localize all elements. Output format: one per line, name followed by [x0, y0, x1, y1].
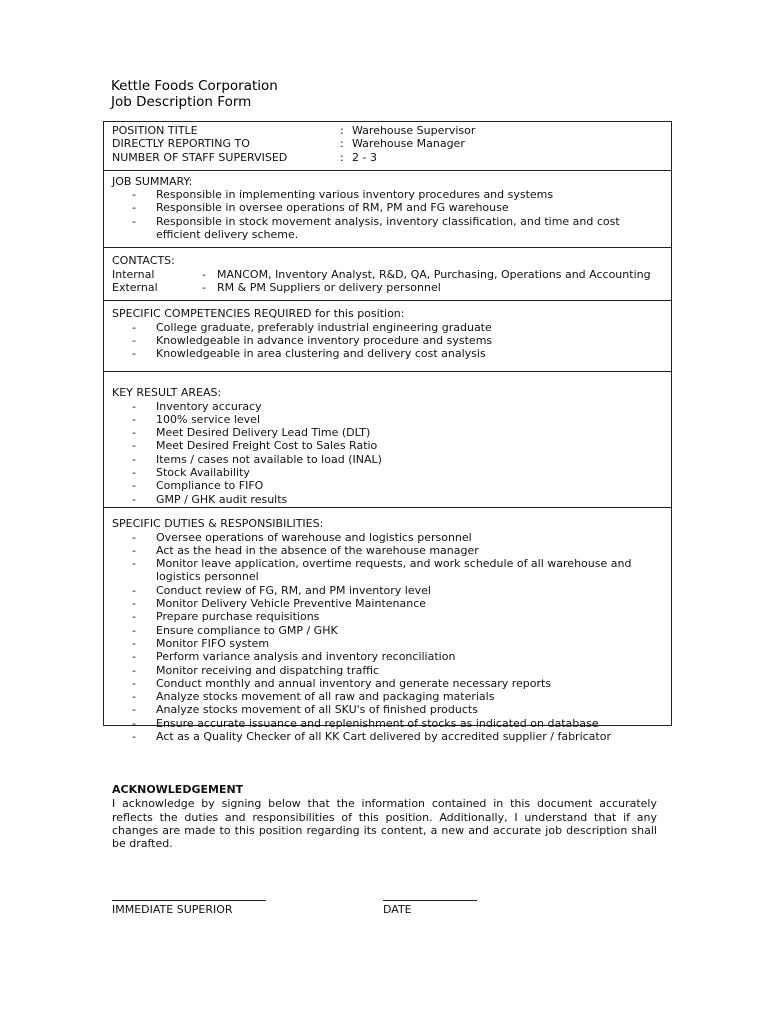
- list-item: - Inventory accuracy: [132, 399, 262, 413]
- list-item: - College graduate, preferably industrial engineering graduate: [132, 320, 492, 334]
- list-item: - Prepare purchase requisitions: [132, 610, 320, 624]
- job-summary-title: JOB SUMMARY:: [112, 174, 193, 188]
- acknowledgement-section: [112, 783, 657, 850]
- document-title: [111, 78, 278, 110]
- list-item: - 100% service level: [132, 412, 261, 426]
- key-result-areas-section: [104, 372, 671, 508]
- position-title-row: [112, 124, 663, 137]
- separator: :: [340, 150, 344, 164]
- superior-signature-label: IMMEDIATE SUPERIOR: [112, 903, 233, 916]
- staff-supervised-row: [112, 151, 663, 164]
- contact-text: RM & PM Suppliers or delivery personnel: [217, 280, 441, 294]
- list-item: - Responsible in oversee operations of RM, PM and FG warehouse: [132, 201, 509, 215]
- list-item: - Stock Availability: [132, 466, 250, 480]
- duties-title: SPECIFIC DUTIES & RESPONSIBILITIES:: [112, 517, 324, 531]
- position-info-section: [104, 122, 671, 171]
- reporting-to-value: Warehouse Manager: [352, 137, 465, 151]
- list-item: - Perform variance analysis and inventory reconciliation: [132, 650, 456, 664]
- company-name: Kettle Foods Corporation: [111, 78, 278, 94]
- separator: :: [340, 124, 344, 137]
- position-title-label: POSITION TITLE: [112, 124, 198, 137]
- form-title: Job Description Form: [111, 94, 252, 110]
- date-signature-line: [383, 900, 477, 901]
- list-item: - Meet Desired Freight Cost to Sales Ratio: [132, 439, 378, 453]
- staff-supervised-label: NUMBER OF STAFF SUPERVISED: [112, 150, 288, 164]
- duties-list: [112, 531, 663, 744]
- date-signature-label: DATE: [383, 903, 412, 916]
- list-item: - Act as the head in the absence of the warehouse manager: [132, 543, 479, 557]
- key-results-title: KEY RESULT AREAS:: [112, 386, 222, 400]
- list-item: - Monitor receiving and dispatching traffic: [132, 663, 380, 677]
- list-item: - Monitor FIFO system: [132, 636, 270, 650]
- list-item: - GMP / GHK audit results: [132, 492, 288, 506]
- contact-label: Internal: [112, 267, 155, 281]
- list-item: - Conduct monthly and annual inventory and generate necessary reports: [132, 676, 552, 690]
- list-item: - Monitor leave application, overtime requests, and work schedule of all warehouse and logistics personnel: [132, 557, 632, 584]
- competencies-list: [112, 321, 663, 361]
- list-item: - Monitor Delivery Vehicle Preventive Maintenance: [132, 597, 427, 611]
- competencies-title: SPECIFIC COMPETENCIES REQUIRED for this position:: [112, 307, 405, 321]
- job-description-form: [103, 121, 672, 744]
- job-summary-section: [104, 171, 671, 248]
- contact-internal: Internal - MANCOM, Inventory Analyst, R&D, QA, Purchasing, Operations and Accounting: [112, 268, 663, 281]
- staff-supervised-value: 2 - 3: [352, 150, 377, 164]
- contact-label: External: [112, 280, 158, 294]
- duties-section: [104, 508, 671, 744]
- competencies-section: [104, 301, 671, 372]
- list-item: - Meet Desired Delivery Lead Time (DLT): [132, 426, 371, 440]
- job-summary-list: [112, 188, 663, 241]
- contact-external: External - RM & PM Suppliers or delivery personnel: [112, 281, 663, 294]
- contact-text: MANCOM, Inventory Analyst, R&D, QA, Purchasing, Operations and Accounting: [217, 267, 651, 281]
- list-item: - Analyze stocks movement of all raw and packaging materials: [132, 690, 495, 704]
- acknowledgement-title: ACKNOWLEDGEMENT: [112, 783, 244, 796]
- list-item: - Analyze stocks movement of all SKU's of finished products: [132, 703, 478, 717]
- contacts-section: [104, 248, 671, 301]
- list-item: - Compliance to FIFO: [132, 479, 264, 493]
- list-item: - Oversee operations of warehouse and logistics personnel: [132, 530, 472, 544]
- key-results-list: [112, 400, 663, 506]
- list-item: - Items / cases not available to load (INAL): [132, 452, 382, 466]
- contacts-title: CONTACTS:: [112, 254, 175, 268]
- list-item: - Knowledgeable in area clustering and delivery cost analysis: [132, 347, 486, 361]
- list-item: - Knowledgeable in advance inventory procedure and systems: [132, 333, 493, 347]
- reporting-to-row: [112, 137, 663, 150]
- list-item: - Act as a Quality Checker of all KK Cart delivered by accredited supplier / fabricator: [132, 730, 611, 744]
- list-item: - Conduct review of FG, RM, and PM inventory level: [132, 583, 431, 597]
- list-item: - Responsible in stock movement analysis, inventory classification, and time and cost efficient delivery scheme.: [132, 214, 620, 242]
- list-item: - Responsible in implementing various inventory procedures and systems: [132, 188, 554, 202]
- position-title-value: Warehouse Supervisor: [352, 124, 476, 137]
- list-item: - Ensure compliance to GMP / GHK: [132, 623, 338, 637]
- superior-signature-line: [112, 900, 266, 901]
- list-item: - Ensure accurate issuance and replenishment of stocks as indicated on database: [132, 716, 599, 730]
- acknowledgement-text: I acknowledge by signing below that the information contained in this document accurately reflects the duties and responsibilities of this position. Additionally, I understand that if any changes are made to this position regarding its content, a new and accurate job description shall be drafted.: [112, 797, 657, 851]
- separator: :: [340, 137, 344, 151]
- reporting-to-label: DIRECTLY REPORTING TO: [112, 137, 250, 151]
